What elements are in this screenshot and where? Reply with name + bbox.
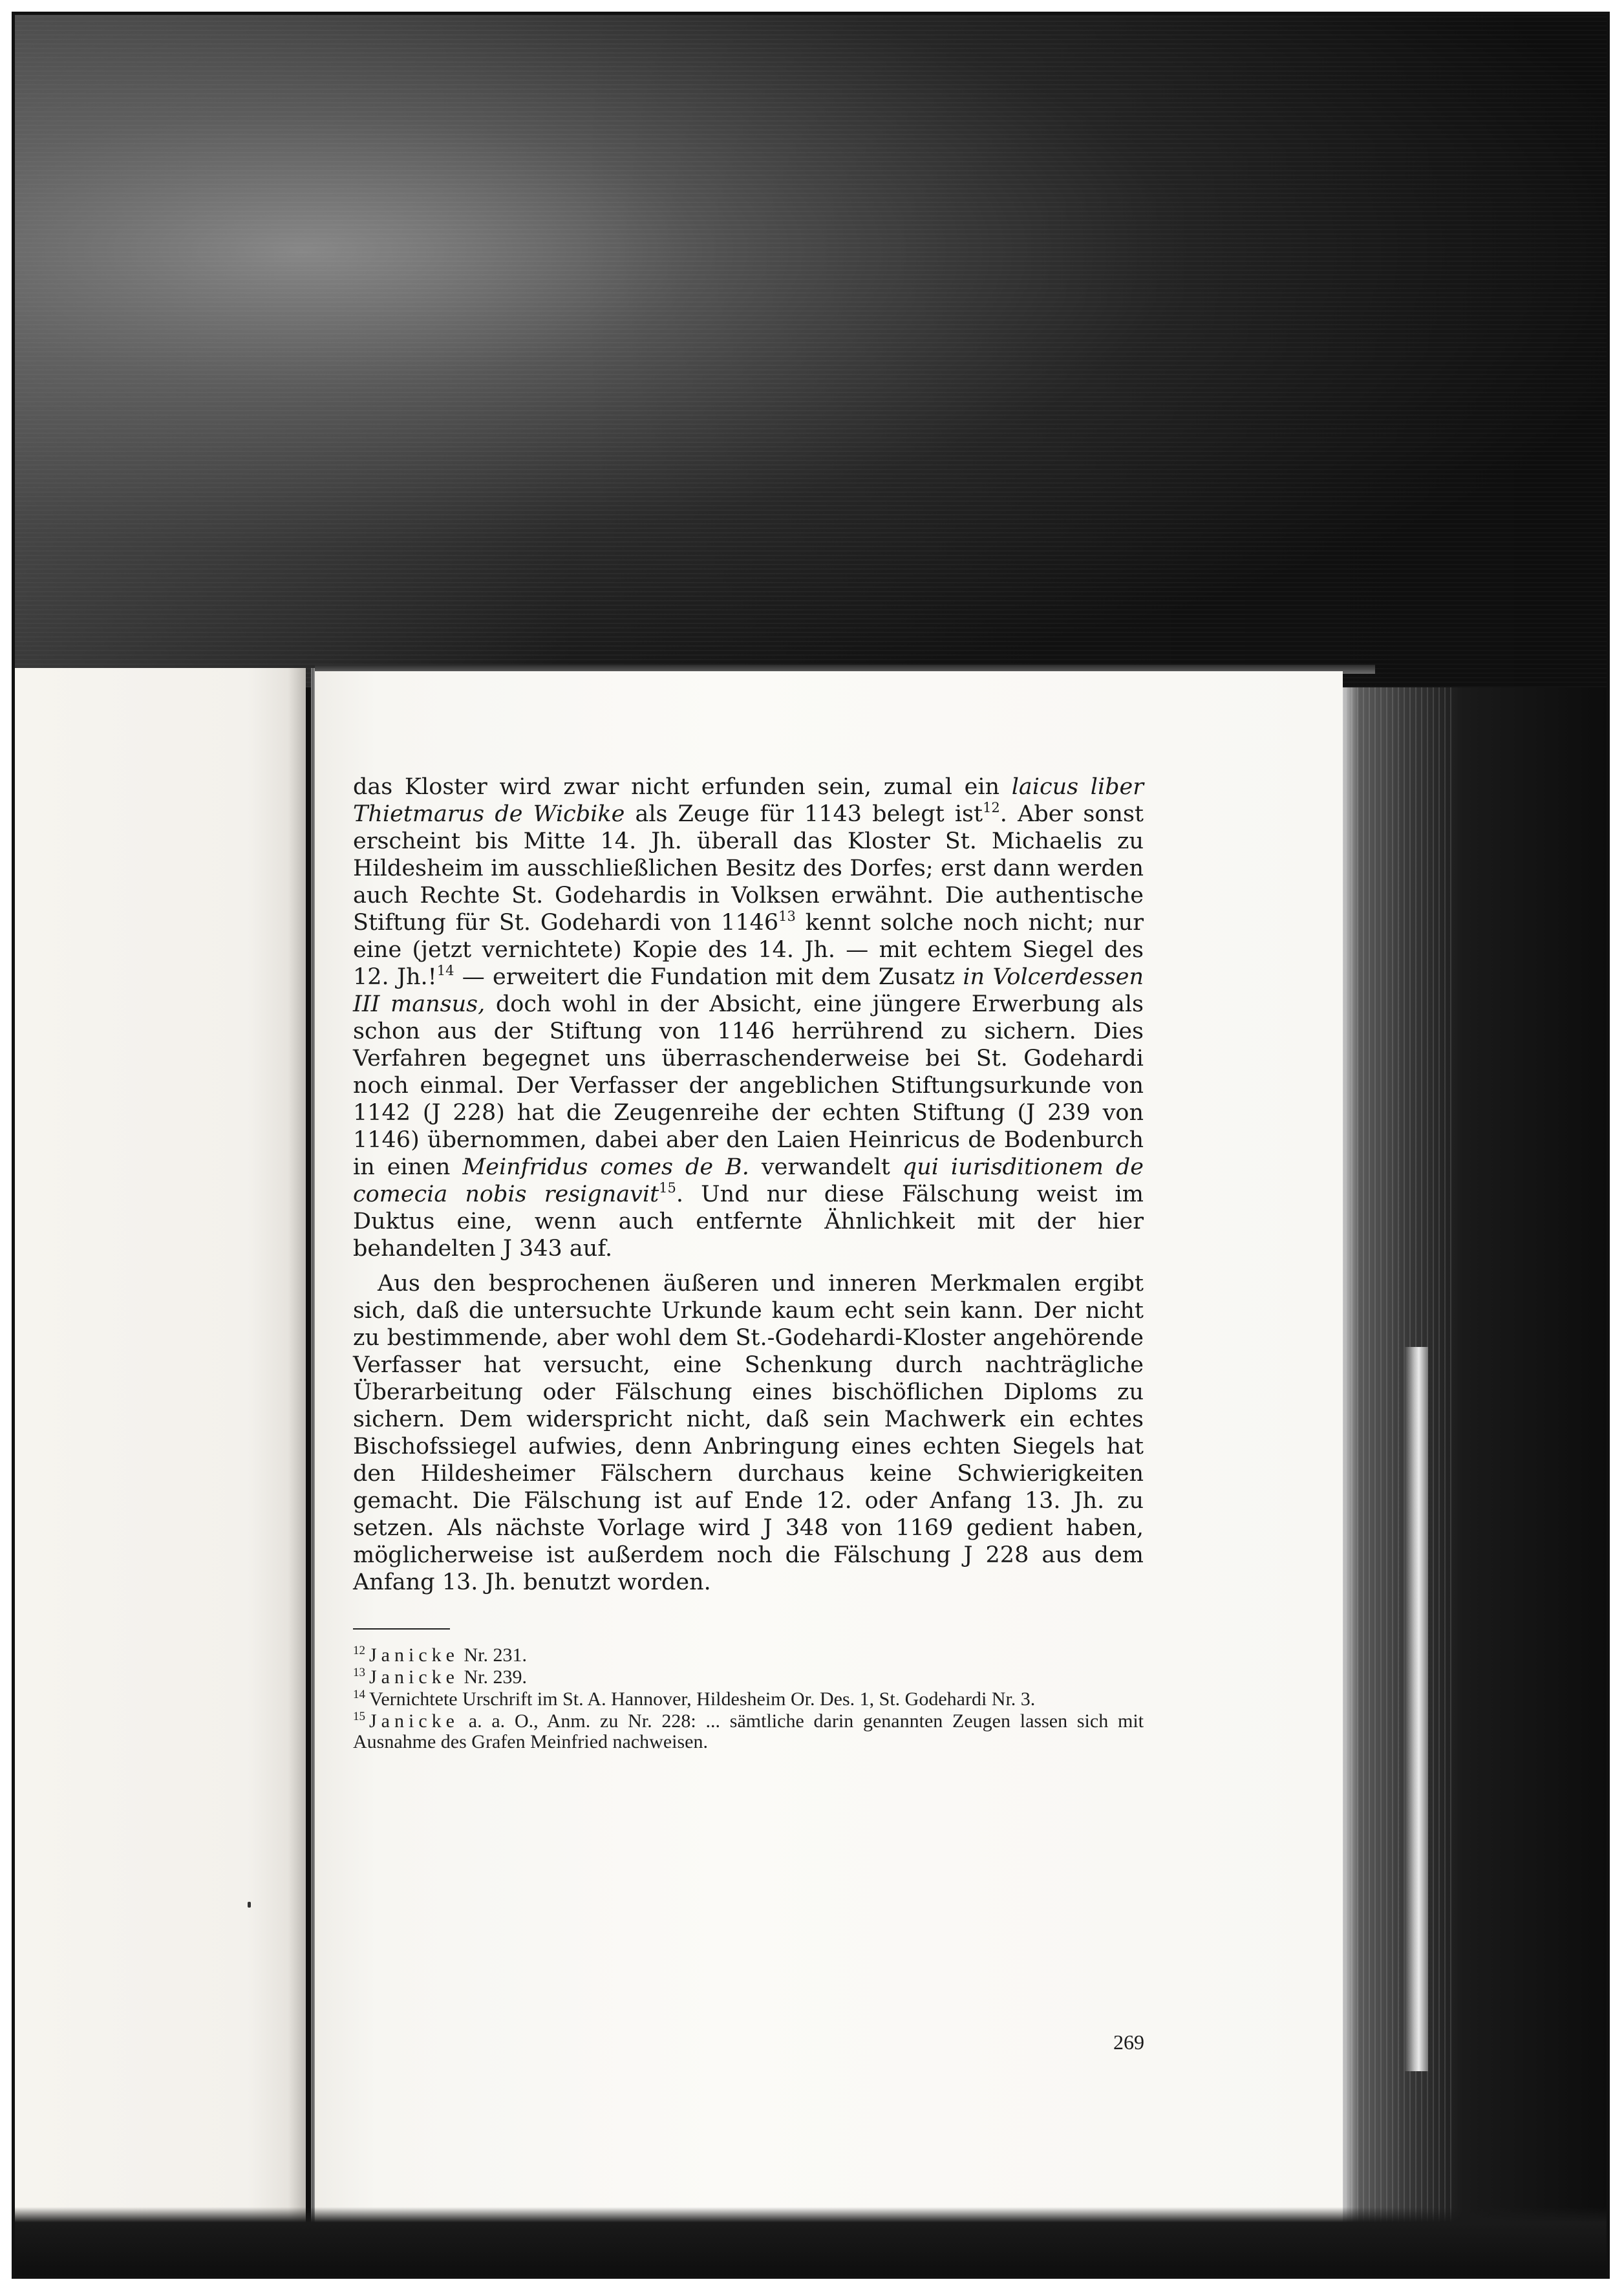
- text-run: verwandelt: [749, 1154, 903, 1180]
- footnote-text: Vernichtete Urschrift im St. A. Hannover, Hildesheim Or. Des. 1, St. Godehardi Nr. 3.: [369, 1688, 1036, 1710]
- text-run: — erweitert die Fundation mit dem Zusatz: [454, 964, 963, 990]
- footnote-number: 14: [353, 1688, 365, 1701]
- italic-text: qui iurisditionem de comecia nobis resignavit: [353, 1154, 1144, 1207]
- footnote-reference: 13: [778, 909, 796, 924]
- footnotes: [353, 1645, 1144, 1752]
- footnote-number: 12: [353, 1644, 365, 1657]
- italic-text: in Volcerdessen III mansus,: [353, 964, 1144, 1017]
- dark-bottom-band: [15, 2207, 1607, 2279]
- footnote: [353, 1689, 1144, 1710]
- body-paragraph: [353, 1270, 1144, 1596]
- text-run: doch wohl in der Absicht, eine jüngere Erwerbung als schon aus der Stiftung von 1146 herrührend zu sichern. Dies Verfahren begegnet uns überraschenderweise bei St. Godehardi noch einmal. Der Verfasser der angeblichen Stiftungsurkunde von 1142 (J 228) hat die Zeugenreihe der echten Stiftung (J 239 von 1146) übernommen, dabei aber den Laien Heinricus de Bodenburch in einen: [353, 991, 1144, 1180]
- author-name: Janicke: [369, 1666, 459, 1688]
- dust-speck: [248, 1902, 251, 1908]
- footnote-reference: 15: [659, 1180, 676, 1196]
- dark-scan-background: [15, 15, 1607, 687]
- page-text-block: [353, 773, 1144, 1754]
- page-edge-lines: [1345, 687, 1455, 2279]
- footnote-text: Nr. 231.: [458, 1644, 527, 1666]
- author-name: Janicke: [369, 1644, 459, 1666]
- text-run: Aus den besprochenen äußeren und inneren Merkmalen ergibt sich, daß die untersuchte Urkunde kaum echt sein kann. Der nicht zu bestimmende, aber wohl dem St.-Godehardi-Kloster angehörende Verfasser hat versucht, eine Schenkung durch nachträgliche Überarbeitung oder Fälschung eines bischöflichen Diploms zu sichern. Dem widerspricht nicht, daß sein Machwerk ein echtes Bischofssiegel aufwies, denn Anbringung eines echten Siegels hat den Hildesheimer Fälschern durchaus keine Schwierigkeiten gemacht. Die Fälschung ist auf Ende 12. oder Anfang 13. Jh. zu setzen. Als nächste Vorlage wird J 348 von 1169 gedient haben, möglicherweise ist außerdem noch die Fälschung J 228 aus dem Anfang 13. Jh. benutzt worden.: [353, 1271, 1144, 1595]
- text-run: als Zeuge für 1143 belegt ist: [625, 801, 983, 827]
- page-edge-tab: [1405, 1347, 1428, 2071]
- footnote-rule: [353, 1628, 450, 1630]
- text-run: kennt solche noch nicht; nur eine (jetzt vernichtete) Kopie des 14. Jh. — mit echtem Siegel des 12. Jh.!: [353, 910, 1144, 990]
- footnote-reference: 12: [983, 800, 1000, 815]
- text-run: . Und nur diese Fälschung weist im Duktus eine, wenn auch entfernte Ähnlichkeit mit der hier behandelten J 343 auf.: [353, 1181, 1144, 1262]
- footnote-text: a. a. O., Anm. zu Nr. 228: ... sämtliche darin genannten Zeugen lassen sich mit Ausnahme des Grafen Meinfried nachweisen.: [353, 1710, 1144, 1752]
- left-facing-page: [15, 668, 306, 2265]
- footnote-number: 13: [353, 1666, 365, 1679]
- author-name: Janicke: [369, 1710, 459, 1732]
- body-paragraph: [353, 773, 1144, 1262]
- italic-text: laicus liber Thietmarus de Wicbike: [353, 774, 1144, 827]
- footnote-text: Nr. 239.: [458, 1666, 527, 1688]
- page-number: 269: [1113, 2030, 1144, 2054]
- footnote-number: 15: [353, 1710, 365, 1723]
- text-run: . Aber sonst erscheint bis Mitte 14. Jh. überall das Kloster St. Michaelis zu Hildesheim im ausschließlichen Besitz des Dorfes; erst dann werden auch Rechte St. Godehardis in Volksen erwähnt. Die authentische Stiftung für St. Godehardi von 1146: [353, 801, 1144, 936]
- body-text: [353, 773, 1144, 1596]
- italic-text: Meinfridus comes de B.: [462, 1154, 749, 1180]
- text-run: das Kloster wird zwar nicht erfunden sein, zumal ein: [353, 774, 1012, 800]
- footnote-reference: 14: [436, 963, 454, 978]
- footnote: [353, 1711, 1144, 1752]
- footnote: [353, 1645, 1144, 1666]
- footnote: [353, 1667, 1144, 1688]
